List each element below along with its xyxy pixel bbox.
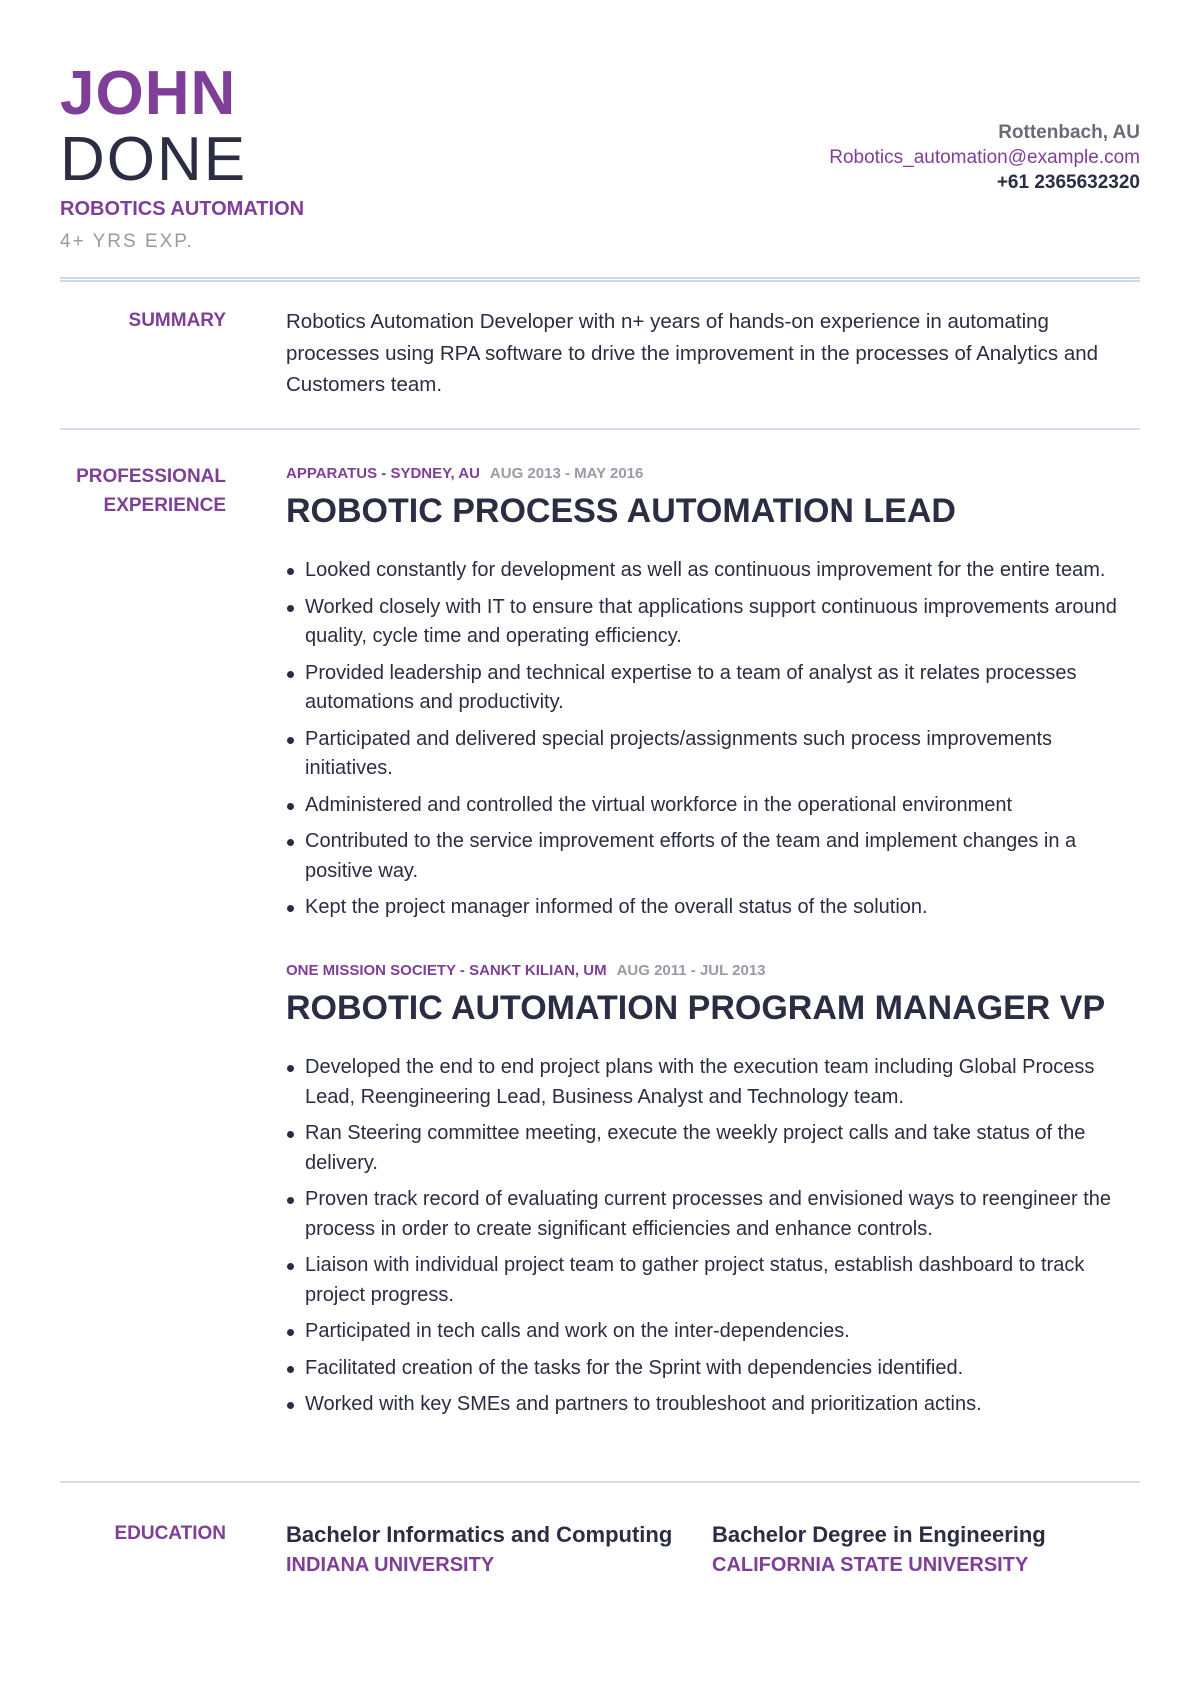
contact-phone: +61 2365632320 [996,172,1140,193]
bullet-item: Participated in tech calls and work on the inter-dependencies. [286,1317,1136,1347]
section-label-experience-line2: EXPERIENCE [103,495,226,516]
job-meta [286,464,1136,484]
bullet-item: Worked with key SMEs and partners to troubleshoot and prioritization actins. [286,1390,1136,1420]
summary-divider [60,428,1140,430]
education-school: INDIANA UNIVERSITY [286,1554,495,1576]
education-school: CALIFORNIA STATE UNIVERSITY [712,1554,1029,1576]
resume-header [60,58,1140,258]
bullet-item: Participated and delivered special projects/assignments such process improvements initiatives. [286,725,1136,784]
summary-text: Robotics Automation Developer with n+ years of hands-on experience in automating processes using RPA software to drive the improvement in the processes of Analytics and Customers team. [286,310,1099,396]
contact-location: Rottenbach, AU [998,122,1140,143]
job-title: ROBOTIC AUTOMATION PROGRAM MANAGER VP [286,989,1106,1027]
section-label-experience-line1: PROFESSIONAL [76,466,226,487]
education-degree: Bachelor Informatics and Computing [286,1522,673,1547]
bullet-item: Worked closely with IT to ensure that applications support continuous improvements around quality, cycle time and operating efficiency. [286,593,1136,652]
job-company: APPARATUS - SYDNEY, AU [286,465,480,482]
bullet-item: Administered and controlled the virtual workforce in the operational environment [286,791,1136,821]
bullet-item: Provided leadership and technical expertise to a team of analyst as it relates processes automations and productivity. [286,659,1136,718]
job-entry [286,464,1136,930]
section-label-experience [60,462,226,520]
bullet-item: Contributed to the service improvement efforts of the team and implement changes in a positive way. [286,827,1136,886]
job-dates: AUG 2011 - JUL 2013 [616,962,766,979]
bullet-item: Developed the end to end project plans with the execution team including Global Process Lead, Reengineering Lead, Business Analyst and Technology team. [286,1053,1136,1112]
job-bullets [286,556,1136,923]
job-meta [286,961,1136,981]
job-entry [286,961,1136,1427]
bullet-item: Facilitated creation of the tasks for the Sprint with dependencies identified. [286,1354,1136,1384]
years-experience: 4+ YRS EXP. [60,231,194,252]
education-entry [712,1520,1046,1580]
headline-title: ROBOTICS AUTOMATION [60,198,305,220]
bullet-item: Looked constantly for development as well as continuous improvement for the entire team. [286,556,1136,586]
bullet-item: Kept the project manager informed of the overall status of the solution. [286,893,1136,923]
job-title: ROBOTIC PROCESS AUTOMATION LEAD [286,492,956,530]
bullet-item: Proven track record of evaluating current processes and envisioned ways to reengineer the process in order to create significant efficiencies and enhance controls. [286,1185,1136,1244]
contact-email-link[interactable]: Robotics_automation@example.com [829,147,1140,168]
first-name: JOHN [60,59,237,128]
job-company: ONE MISSION SOCIETY - SANKT KILIAN, UM [286,962,607,979]
education-entry [286,1520,672,1580]
bullet-item: Ran Steering committee meeting, execute the weekly project calls and take status of the delivery. [286,1119,1136,1178]
section-label-education: EDUCATION [114,1523,226,1544]
header-divider [60,277,1140,282]
job-bullets [286,1053,1136,1420]
section-label-summary: SUMMARY [128,310,226,331]
experience-divider [60,1481,1140,1483]
last-name: DONE [60,125,248,194]
job-dates: AUG 2013 - MAY 2016 [489,465,644,482]
bullet-item: Liaison with individual project team to gather project status, establish dashboard to track project progress. [286,1251,1136,1310]
education-degree: Bachelor Degree in Engineering [712,1522,1046,1547]
contact-block [829,120,1140,195]
